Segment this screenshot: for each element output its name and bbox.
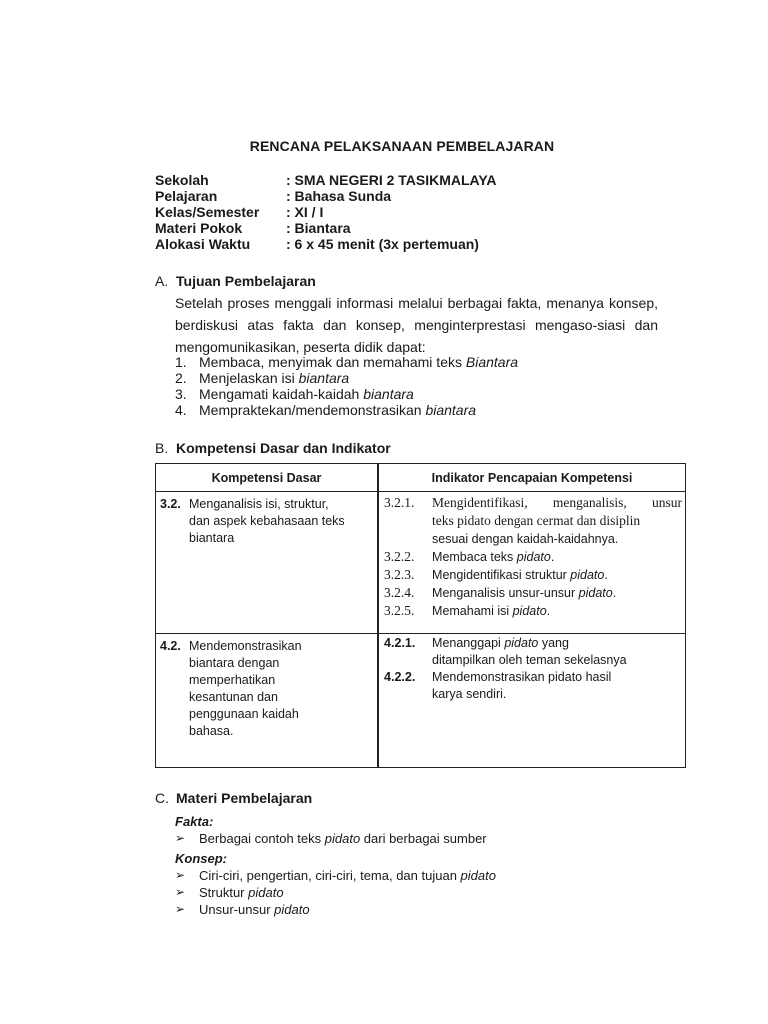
indicator-number: 3.2.5. — [384, 603, 415, 618]
kd-line: dan aspek kebahasaan teks — [189, 514, 345, 528]
arrow-bullet-icon: ➢ — [175, 831, 186, 845]
list-italic: biantara — [363, 386, 414, 402]
list-number: 3. — [175, 386, 187, 402]
info-row-kelas — [155, 204, 497, 220]
indicator-text: Menganalisis unsur-unsur — [432, 586, 579, 600]
info-value: : XI / I — [286, 204, 324, 220]
indicator-text: . — [612, 586, 617, 600]
list-item — [175, 830, 496, 847]
indicator-text: yang — [538, 636, 569, 650]
info-row-sekolah — [155, 172, 497, 188]
list-italic: Biantara — [465, 354, 519, 370]
indicator-text: Memahami isi — [432, 604, 513, 618]
material-italic: pidato — [324, 831, 361, 846]
list-text: Membaca, menyimak dan memahami teks — [199, 354, 466, 370]
konsep-label: Konsep: — [175, 851, 227, 866]
arrow-bullet-icon: ➢ — [175, 868, 186, 882]
list-item — [175, 867, 496, 884]
section-a-heading — [155, 273, 316, 289]
kd-line: Menganalisis isi, struktur, — [189, 497, 329, 511]
indicator-word: menganalisis, — [552, 495, 627, 510]
kd-number: 4.2. — [160, 639, 181, 653]
info-label: Sekolah — [155, 172, 209, 188]
indicator-text: . — [550, 550, 555, 564]
competency-table — [155, 463, 686, 768]
indicator-italic: pidato — [570, 568, 605, 582]
section-title: Kompetensi Dasar dan Indikator — [176, 440, 391, 456]
section-a-paragraph: Setelah proses menggali informasi melalui berbagai fakta, menanya konsep, berdiskusi atas fakta dan konsep, menginterprestasi mengaso-siasi dan mengomunikasikan, peserta didik dapat: — [175, 295, 658, 355]
indicator-cell — [378, 634, 685, 768]
indicator-line: karya sendiri. — [432, 687, 507, 701]
arrow-bullet-icon: ➢ — [175, 902, 186, 916]
list-italic: biantara — [298, 370, 350, 386]
list-italic: biantara — [425, 402, 477, 418]
info-block — [155, 172, 497, 252]
indicator-italic: pidato — [512, 604, 547, 618]
kd-line: Mendemonstrasikan — [189, 639, 302, 653]
material-italic: pidato — [248, 885, 284, 900]
list-item — [175, 901, 496, 918]
list-number: 1. — [175, 354, 187, 370]
list-text: Menjelaskan isi — [199, 370, 299, 386]
info-value: : 6 x 45 menit (3x pertemuan) — [286, 236, 479, 252]
table-header-row — [156, 464, 686, 492]
info-row-alokasi — [155, 236, 497, 252]
indicator-word: Mengidentifikasi, — [432, 495, 528, 510]
material-text: Unsur-unsur — [199, 902, 275, 917]
arrow-bullet-icon: ➢ — [175, 885, 186, 899]
list-number: 2. — [175, 370, 187, 386]
section-title: Materi Pembelajaran — [176, 790, 313, 806]
info-label: Alokasi Waktu — [155, 236, 251, 252]
info-value: : Bahasa Sunda — [286, 188, 392, 204]
material-italic: pidato — [274, 902, 310, 917]
kd-line: kesantunan dan — [189, 690, 278, 704]
kd-number: 3.2. — [160, 497, 181, 511]
kd-line: memperhatikan — [189, 673, 276, 687]
info-value: : Biantara — [286, 220, 351, 236]
indicator-number: 3.2.4. — [384, 585, 415, 600]
indicator-number: 4.2.2. — [384, 670, 416, 684]
section-title: Tujuan Pembelajaran — [176, 273, 316, 289]
list-item — [175, 370, 518, 386]
list-text: Mengamati kaidah-kaidah — [199, 386, 364, 402]
indicator-number: 3.2.3. — [384, 567, 415, 582]
section-letter: C. — [155, 790, 169, 806]
indicator-cell — [378, 492, 685, 634]
indicator-number: 4.2.1. — [384, 636, 416, 650]
kd-cell — [156, 634, 379, 768]
info-label: Kelas/Semester — [155, 204, 260, 220]
material-text: Struktur — [199, 885, 249, 900]
list-text: Mempraktekan/mendemonstrasikan — [199, 402, 426, 418]
table-row — [156, 492, 686, 634]
kd-line: biantara dengan — [189, 656, 280, 670]
indicator-line: teks pidato dengan cermat dan disiplin — [432, 513, 641, 528]
section-letter: A. — [155, 273, 169, 289]
indicator-text: Mengidentifikasi struktur — [432, 568, 571, 582]
indicator-italic: pidato — [504, 636, 539, 650]
kd-line: bahasa. — [189, 724, 234, 738]
material-italic: pidato — [460, 868, 496, 883]
column-header: Kompetensi Dasar — [156, 464, 379, 492]
section-b-heading — [155, 440, 391, 456]
indicator-italic: pidato — [516, 550, 551, 564]
info-label: Materi Pokok — [155, 220, 243, 236]
table-row — [156, 634, 686, 768]
column-header: Indikator Pencapaian Kompetensi — [378, 464, 685, 492]
indicator-number: 3.2.2. — [384, 549, 415, 564]
indicator-text: Menanggapi — [432, 636, 505, 650]
material-text: Ciri-ciri, pengertian, ciri-ciri, tema, dan tujuan — [199, 868, 461, 883]
indicator-italic: pidato — [578, 586, 613, 600]
material-text: Berbagai contoh teks — [199, 831, 325, 846]
indicator-text: Mendemonstrasikan pidato hasil — [432, 670, 612, 684]
indicator-line: ditampilkan oleh teman sekelasnya — [432, 653, 627, 667]
section-letter: B. — [155, 440, 169, 456]
list-item — [175, 354, 518, 370]
indicator-text: Membaca teks — [432, 550, 517, 564]
kd-cell — [156, 492, 379, 634]
info-row-pelajaran — [155, 188, 497, 204]
material-block — [175, 813, 496, 918]
indicator-line: sesuai dengan kaidah-kaidahnya. — [432, 532, 619, 546]
info-label: Pelajaran — [155, 188, 218, 204]
list-item — [175, 386, 518, 402]
info-row-materi — [155, 220, 497, 236]
section-c-heading — [155, 790, 312, 806]
fakta-label: Fakta: — [175, 814, 214, 829]
indicator-word: unsur — [652, 495, 683, 510]
objective-list — [175, 354, 518, 418]
material-text: dari berbagai sumber — [360, 831, 487, 846]
kd-line: biantara — [189, 531, 235, 545]
list-item — [175, 884, 496, 901]
kd-line: penggunaan kaidah — [189, 707, 299, 721]
indicator-text: . — [546, 604, 551, 618]
document-title: RENCANA PELAKSANAAN PEMBELAJARAN — [249, 138, 555, 154]
indicator-text: . — [604, 568, 608, 582]
list-number: 4. — [175, 402, 187, 418]
info-value: : SMA NEGERI 2 TASIKMALAYA — [286, 172, 497, 188]
list-item — [175, 402, 518, 418]
indicator-number: 3.2.1. — [384, 495, 415, 510]
